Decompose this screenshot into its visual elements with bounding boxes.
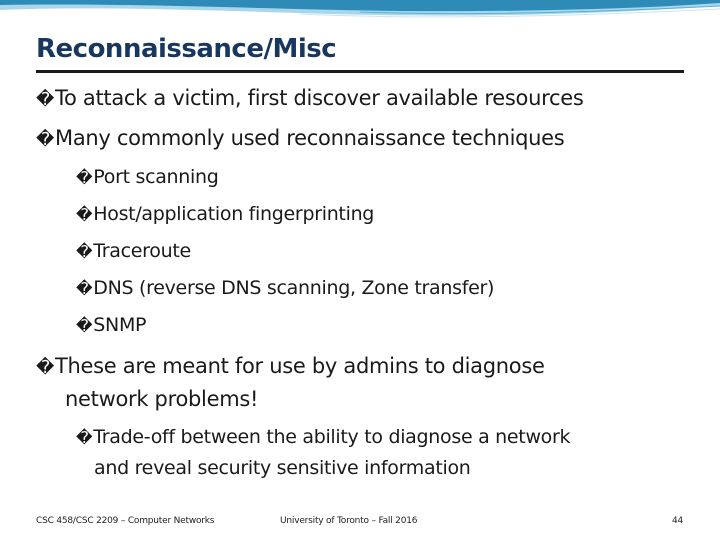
footer-course: CSC 458/CSC 2209 – Computer Networks	[36, 516, 215, 526]
bullet-item	[36, 126, 564, 150]
bullet-glyph: �	[76, 279, 93, 298]
bullet-text: Port scanning	[93, 166, 219, 188]
sub-bullet-item	[76, 277, 494, 299]
bullet-glyph: �	[76, 428, 93, 447]
sub-bullet-continuation: and reveal security sensitive information	[94, 457, 471, 479]
sub-bullet-item	[76, 166, 219, 188]
bullet-glyph: �	[76, 242, 93, 261]
sub-bullet-item	[76, 426, 570, 448]
sub-bullet-item	[76, 203, 374, 225]
bullet-glyph: �	[76, 168, 93, 187]
bullet-continuation: network problems!	[65, 387, 259, 411]
sub-bullet-item	[76, 314, 146, 336]
bullet-text: DNS (reverse DNS scanning, Zone transfer)	[93, 277, 495, 299]
bullet-text: Traceroute	[93, 240, 191, 262]
bullet-glyph: �	[76, 205, 93, 224]
bullet-item	[36, 354, 545, 378]
bullet-glyph: �	[36, 89, 54, 110]
bullet-glyph: �	[36, 129, 54, 150]
footer-university: University of Toronto – Fall 2016	[280, 516, 418, 526]
bullet-text: SNMP	[93, 314, 147, 336]
bullet-text: Many commonly used reconnaissance techniques	[55, 126, 565, 150]
bullet-item	[36, 86, 584, 110]
bullet-text: Host/application fingerprinting	[93, 203, 375, 225]
bullet-text: These are meant for use by admins to diagnose	[55, 354, 545, 378]
bullet-text: To attack a victim, first discover available resources	[55, 86, 584, 110]
bullet-text: Trade-off between the ability to diagnose a network	[93, 426, 571, 448]
slide-title: Reconnaissance/Misc	[36, 34, 337, 64]
bullet-glyph: �	[36, 357, 54, 378]
sub-bullet-item	[76, 240, 191, 262]
bullet-glyph: �	[76, 316, 93, 335]
footer-page-number: 44	[672, 516, 684, 526]
